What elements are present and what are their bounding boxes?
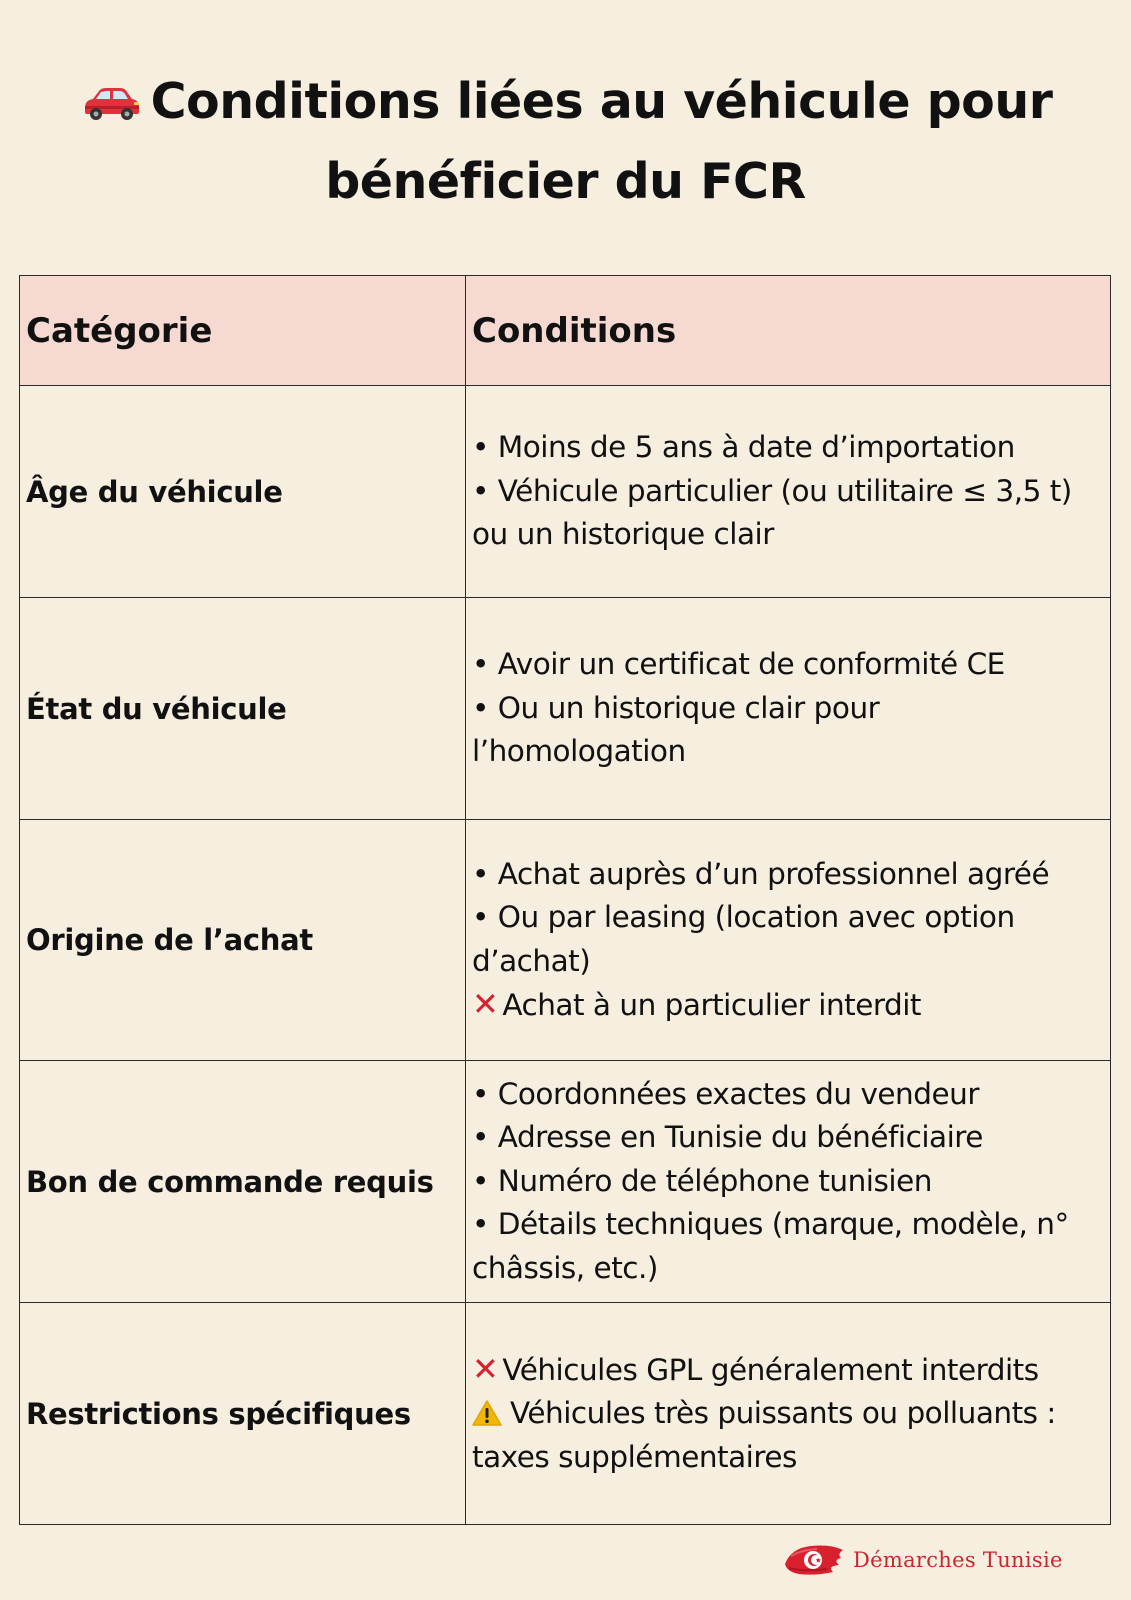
condition-line: • Ou par leasing (location avec option <box>472 900 1015 934</box>
condition-line: • Coordonnées exactes du vendeur <box>472 1076 979 1111</box>
condition-line: châssis, etc.) <box>472 1250 658 1285</box>
brand-name: Démarches Tunisie <box>853 1548 1063 1572</box>
tunisia-flag-icon <box>781 1538 847 1582</box>
cross-icon: ✕ <box>472 1349 499 1388</box>
condition-line-prohibited: ✕ Véhicules GPL généralement interdits <box>472 1349 1039 1388</box>
table-row <box>20 820 1111 1061</box>
condition-line: • Numéro de téléphone tunisien <box>472 1163 932 1198</box>
category-cell: État du véhicule <box>20 598 466 819</box>
condition-line: • Achat auprès d’un professionnel agréé <box>472 856 1050 891</box>
category-cell: Âge du véhicule <box>20 386 466 597</box>
page-title <box>0 62 1131 222</box>
warning-icon <box>472 1399 502 1427</box>
conditions-table <box>19 275 1111 1525</box>
table-row <box>20 386 1111 598</box>
condition-line: l’homologation <box>472 734 686 769</box>
title-line-1: Conditions liées au véhicule pour <box>150 73 1053 130</box>
conditions-cell <box>466 1061 1111 1302</box>
conditions-cell <box>466 820 1111 1060</box>
conditions-cell <box>466 1303 1111 1524</box>
table-row <box>20 598 1111 820</box>
condition-line-warning: Véhicules très puissants ou polluants : <box>472 1392 1056 1436</box>
condition-line: • Moins de 5 ans à date d’importation <box>472 430 1015 465</box>
condition-line: • Détails techniques (marque, modèle, n° <box>472 1207 1069 1242</box>
condition-line: taxes supplémentaires <box>472 1439 797 1474</box>
brand-logo <box>781 1538 1063 1582</box>
table-row <box>20 1303 1111 1525</box>
condition-line: d’achat) <box>472 943 591 978</box>
condition-line: • Avoir un certificat de conformité CE <box>472 647 1005 682</box>
conditions-cell <box>466 598 1111 819</box>
conditions-cell <box>466 386 1111 597</box>
category-cell: Origine de l’achat <box>20 820 466 1060</box>
cross-icon: ✕ <box>472 985 499 1023</box>
table-header-row <box>20 276 1111 386</box>
header-conditions: Conditions <box>466 276 1111 385</box>
condition-line-prohibited: ✕ Achat à un particulier interdit <box>472 985 922 1023</box>
category-cell: Bon de commande requis <box>20 1061 466 1302</box>
table-row <box>20 1061 1111 1303</box>
condition-line: • Ou un historique clair pour <box>472 690 880 725</box>
title-line-2: bénéficier du FCR <box>325 153 806 210</box>
condition-line: ou un historique clair <box>472 517 774 552</box>
condition-line: • Adresse en Tunisie du bénéficiaire <box>472 1120 983 1155</box>
condition-line: • Véhicule particulier (ou utilitaire ≤ 3,5 t) <box>472 473 1072 508</box>
header-categorie: Catégorie <box>20 276 466 385</box>
category-cell: Restrictions spécifiques <box>20 1303 466 1524</box>
car-icon <box>79 82 143 122</box>
